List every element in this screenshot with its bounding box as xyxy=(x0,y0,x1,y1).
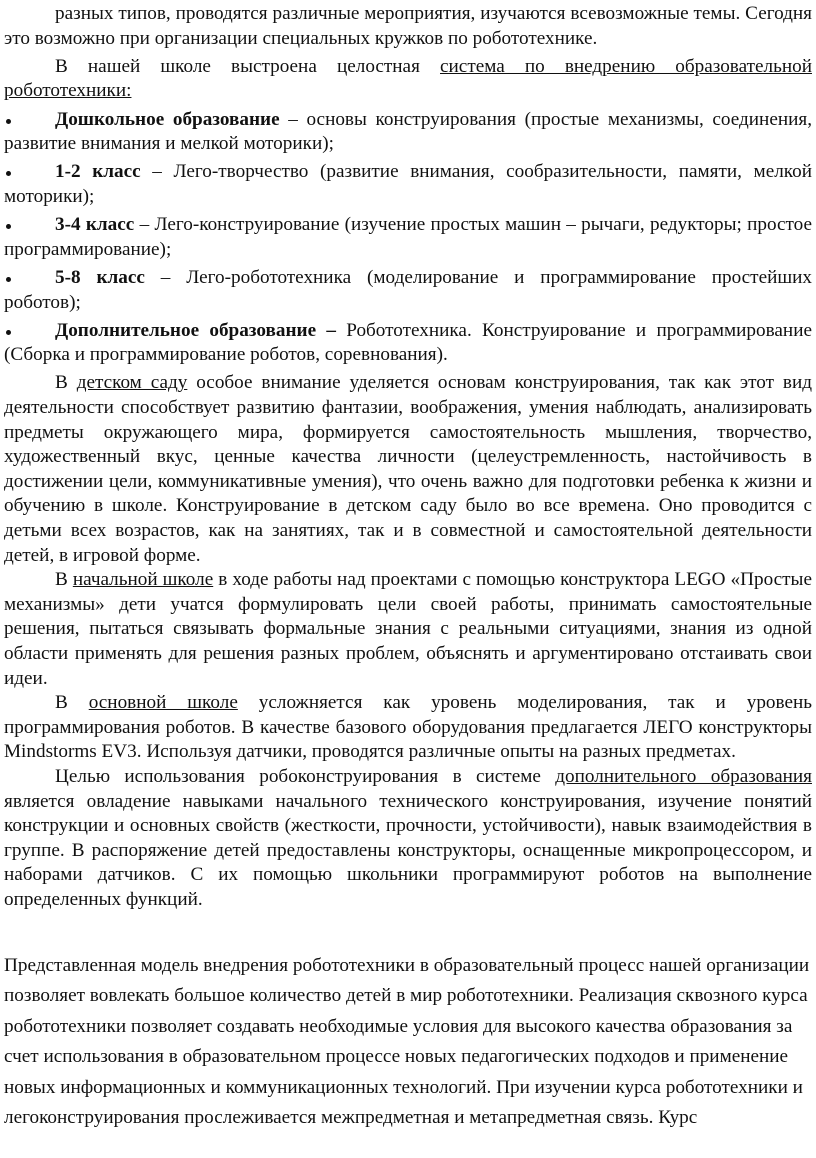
list-item-text: – Лего-конструирование (изучение простых машин – рычаги, редукторы; простое программирование); xyxy=(4,214,813,260)
system-intro-lead: В нашей школе выстроена целостная xyxy=(55,55,441,77)
main-text-block xyxy=(4,2,812,913)
bullet-icon xyxy=(6,171,11,176)
system-intro-underlined: система по внедрению образовательной робототехники: xyxy=(4,55,812,102)
list-item xyxy=(4,160,812,209)
list-item xyxy=(4,108,812,157)
list-item xyxy=(4,319,812,368)
closing-text-block xyxy=(4,951,812,1133)
primary-underlined: начальной школе xyxy=(72,569,214,591)
additional-underlined: дополнительного образования xyxy=(555,765,812,787)
list-item-title: Дополнительное образование – xyxy=(55,319,336,341)
paragraph-continuation: разных типов, проводятся различные мероприятия, изучаются всевозможные темы. Сегодня это возможно при организации специальных кружков по робототехнике. xyxy=(4,3,812,49)
additional-text: является овладение навыками начального технического конструирования, изучение понятий конструкции и основных свойств (жесткости, прочности, устойчивости), навык взаимодействия в группе. В распоряжение детей предоставлены конструкторы, оснащенные микропроцессором, и наборами датчиков. С их помощью школьники программируют роботов на выполнение определенных функций. xyxy=(4,790,812,910)
paragraph-primary-school xyxy=(4,568,812,691)
list-item-text: – Лего-творчество (развитие внимания, сообразительности, памяти, мелкой моторики); xyxy=(4,161,812,207)
kindergarten-text: особое внимание уделяется основам конструирования, так как этот вид деятельности способствует развитию фантазии, воображения, умения наблюдать, анализировать предметы окружающего мира, формируется самостоятельность мышления, творчество, художественный вкус, ценные качества личности (целеустремленность, настойчивость в достижении цели, коммуникативные умения), что очень важно для подготовки ребенка к жизни и обучению в школе. Конструирование в детском саду было во все времена. Оно проводится с детьми всех возрастов, как на занятиях, так и в совместной и самостоятельной деятельности детей, в игровой форме. xyxy=(4,372,812,566)
bullet-icon xyxy=(6,224,11,229)
list-item-text: – Лего-робототехника (моделирование и программирование простейших роботов); xyxy=(4,266,812,313)
list-item-title: 1-2 класс xyxy=(55,161,141,183)
list-item-title: Дошкольное образование xyxy=(55,108,280,130)
list-item-title: 5-8 класс xyxy=(55,266,145,288)
bullet-icon xyxy=(6,330,11,335)
bullet-icon xyxy=(6,119,11,124)
primary-text: в ходе работы над проектами с помощью конструктора LEGO «Простые механизмы» дети учатся формулировать цели своей работы, принимать самостоятельные решения, пытаться связывать формальные знания с реальными ситуациями, знания из одной области применять для решения разных проблем, объяснять и аргументировано отстаивать свои идеи. xyxy=(4,569,812,689)
kindergarten-lead: В xyxy=(55,372,77,394)
kindergarten-underlined: детском саду xyxy=(76,372,188,394)
list-item xyxy=(4,213,812,262)
primary-lead: В xyxy=(55,569,73,591)
secondary-lead: В xyxy=(55,692,89,714)
additional-lead: Целью использования робоконструирования в системе xyxy=(55,765,556,787)
paragraph-additional-education xyxy=(4,765,812,913)
paragraph-kindergarten xyxy=(4,371,812,568)
bullet-icon xyxy=(6,277,11,282)
paragraph-system-intro xyxy=(4,55,812,104)
secondary-text: усложняется как уровень моделирования, так и уровень программирования роботов. В качестве базового оборудования предлагается ЛЕГО конструкторы Mindstorms EV3. Используя датчики, проводятся различные опыты на разных предметах. xyxy=(4,692,812,763)
education-levels-list xyxy=(4,108,812,368)
secondary-underlined: основной школе xyxy=(88,692,238,714)
paragraph-closing: Представленная модель внедрения робототехники в образовательный процесс нашей организации позволяет вовлекать большое количество детей в мир робототехники. Реализация сквозного курса робототехники позволяет создавать необходимые условия для высокого качества образования за счет использования в образовательном процессе новых педагогических подходов и применение новых информационных и коммуникационных технологий. При изучении курса робототехники и легоконструирования прослеживается межпредметная и метапредметная связь. Курс xyxy=(4,955,810,1129)
list-item xyxy=(4,266,812,315)
paragraph-secondary-school xyxy=(4,691,812,765)
list-item-title: 3-4 класс xyxy=(55,214,135,236)
list-item-text: Робототехника. Конструирование и программирование (Сборка и программирование роботов, соревнования). xyxy=(4,319,812,366)
list-item-text: – основы конструирования (простые механизмы, соединения, развитие внимания и мелкой моторики); xyxy=(4,108,812,155)
